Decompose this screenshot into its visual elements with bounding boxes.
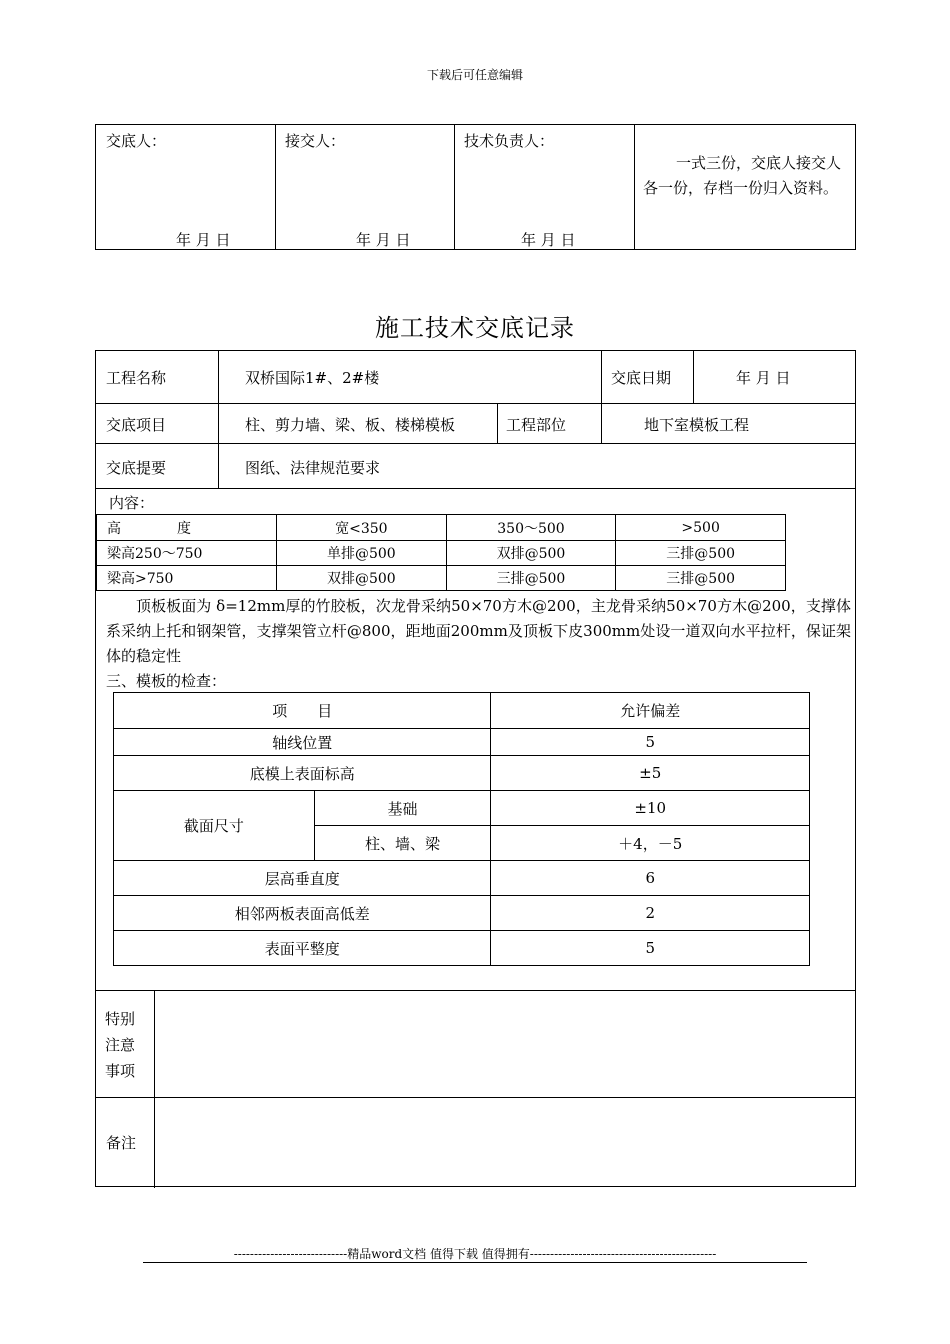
- sign-table: [95, 124, 856, 250]
- page-title: 施工技术交底记录: [375, 314, 575, 342]
- sign-date-3: 年 月 日: [521, 231, 576, 249]
- table-cell: 5: [491, 729, 810, 756]
- table-row: [114, 896, 810, 931]
- copies-note: 一式三份，交底人接交人各一份，存档一份归入资料。: [643, 154, 842, 197]
- table-row: [114, 693, 810, 729]
- beam-table-header-row: [97, 515, 786, 541]
- table-cell: 基础: [314, 791, 491, 826]
- project-part-value: 地下室模板工程: [644, 416, 750, 434]
- table-cell: 2: [491, 896, 810, 931]
- sign-date-2: 年 月 日: [356, 231, 411, 249]
- table-row: [97, 541, 786, 566]
- check-header-tolerance: 允许偏差: [491, 693, 810, 729]
- table-cell: 柱、墙、梁: [314, 826, 491, 861]
- table-cell: 底模上表面标高: [114, 756, 491, 791]
- table-cell: 层高垂直度: [114, 861, 491, 896]
- table-cell: 截面尺寸: [114, 791, 315, 861]
- sign-tech-lead-label: 技术负责人：: [464, 132, 555, 150]
- record-form: [95, 350, 856, 1187]
- sign-date-1: 年 月 日: [176, 231, 231, 249]
- table-cell: 轴线位置: [114, 729, 491, 756]
- briefing-item-value: 柱、剪力墙、梁、板、楼梯模板: [245, 416, 456, 434]
- beam-table-header: >500: [616, 515, 786, 541]
- table-cell: 梁高250～750: [97, 541, 277, 566]
- briefing-item-label: 交底项目: [106, 416, 167, 434]
- table-row: [114, 756, 810, 791]
- briefing-date-label: 交底日期: [611, 369, 672, 387]
- table-cell: 三排@500: [446, 566, 616, 591]
- footer-rule: [143, 1262, 807, 1263]
- content-label: 内容：: [109, 494, 155, 512]
- briefing-date-value: 年 月 日: [736, 369, 791, 387]
- content-paragraph: 顶板板面为 δ=12mm厚的竹胶板，次龙骨采纳50×70方木@200，主龙骨采纳50×70方木@200，支撑体系采纳上托和钢架管，支撑架管立杆@800，距地面200mm及顶板下皮300mm处设一道双向水平拉杆，保证架体的稳定性: [106, 597, 851, 665]
- footer-banner: ----------------------------精品word文档 值得下载 值得拥有----------------------------------------------: [233, 1247, 717, 1261]
- table-cell: ＋4，－5: [491, 826, 810, 861]
- sign-receiver-label: 接交人：: [285, 132, 346, 150]
- table-cell: 5: [491, 931, 810, 966]
- table-cell: 6: [491, 861, 810, 896]
- table-cell: 三排@500: [616, 541, 786, 566]
- table-cell: 三排@500: [616, 566, 786, 591]
- table-cell: 双排@500: [277, 566, 447, 591]
- check-section-title: 三、模板的检查：: [106, 672, 227, 690]
- table-cell: 梁高>750: [97, 566, 277, 591]
- table-row: [114, 861, 810, 896]
- table-cell: 双排@500: [446, 541, 616, 566]
- formwork-check-table: [113, 692, 810, 966]
- remarks-label: 备注: [106, 1134, 137, 1152]
- table-cell: ±5: [491, 756, 810, 791]
- sign-giver-label: 交底人：: [106, 132, 167, 150]
- beam-table-header: 宽<350: [277, 515, 447, 541]
- check-header-item: 项 目: [114, 693, 491, 729]
- table-cell: 表面平整度: [114, 931, 491, 966]
- beam-support-table: [96, 514, 786, 591]
- briefing-summary-value: 图纸、法律规范要求: [245, 459, 381, 477]
- table-cell: 相邻两板表面高低差: [114, 896, 491, 931]
- table-cell: ±10: [491, 791, 810, 826]
- table-cell: 单排@500: [277, 541, 447, 566]
- beam-table-header: 高 度: [97, 515, 277, 541]
- table-row: [114, 791, 810, 826]
- beam-table-header: 350～500: [446, 515, 616, 541]
- special-notes-label: 特别注意事项: [105, 1010, 136, 1080]
- briefing-summary-label: 交底提要: [106, 459, 167, 477]
- table-row: [114, 729, 810, 756]
- table-row: [97, 566, 786, 591]
- project-name-value: 双桥国际1#、2#楼: [245, 369, 380, 387]
- table-row: [114, 931, 810, 966]
- project-name-label: 工程名称: [106, 369, 167, 387]
- project-part-label: 工程部位: [506, 416, 567, 434]
- header-note: 下载后可任意编辑: [426, 68, 523, 82]
